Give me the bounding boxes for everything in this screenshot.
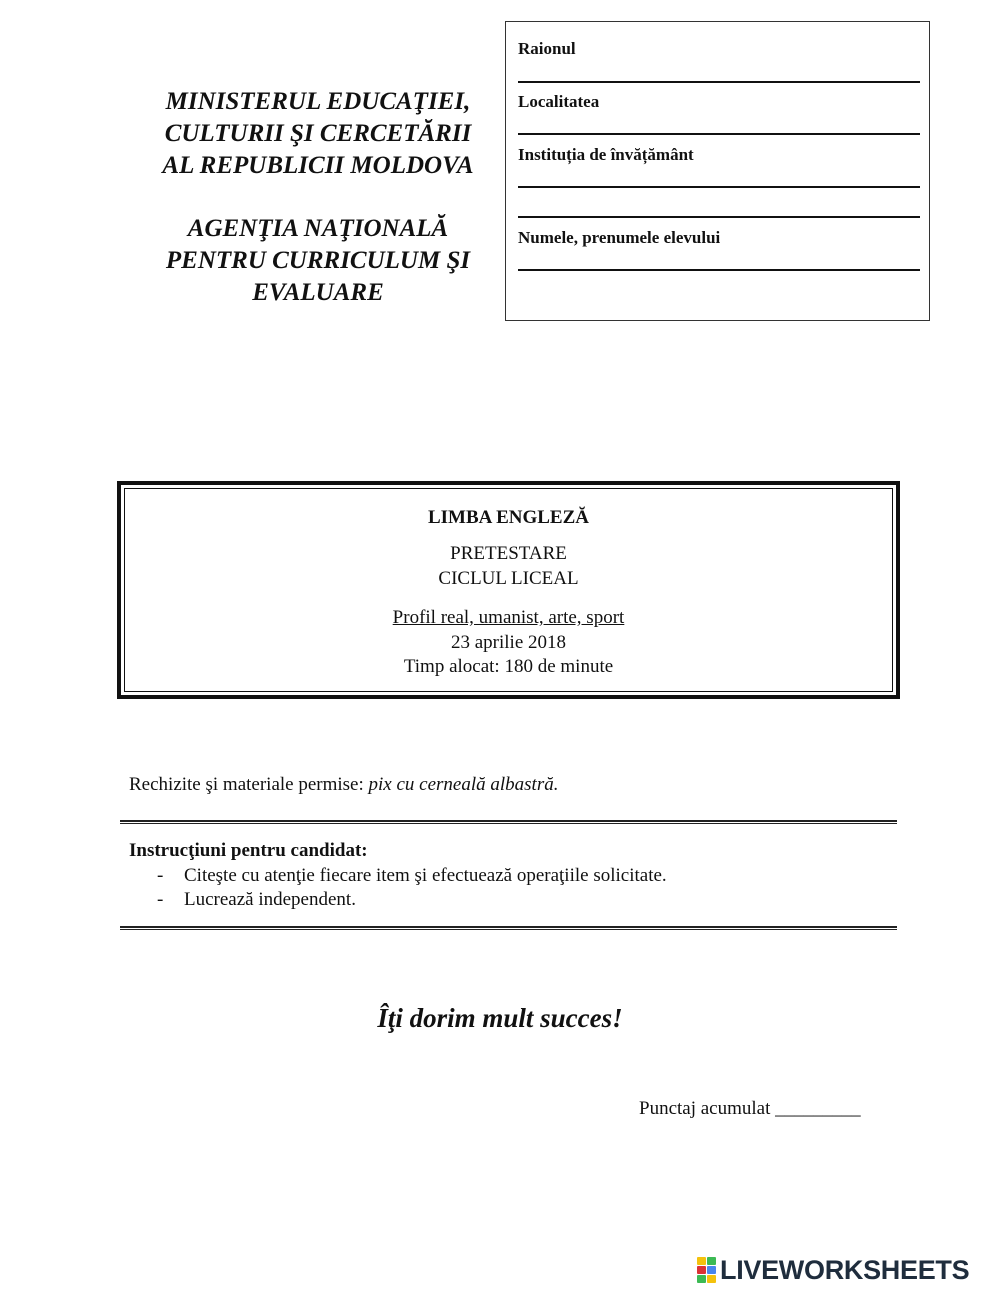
exam-profile <box>125 607 892 629</box>
institution-field-line-2[interactable] <box>518 216 920 218</box>
exam-title-box <box>117 481 900 699</box>
agency-line-1: AGENŢIA NAŢIONALĂ <box>187 215 449 242</box>
materials-value: pix cu cerneală albastră. <box>368 774 559 795</box>
instruction-item: - Citeşte cu atenţie fiecare item şi efectuează operaţiile solicitate. <box>157 865 667 886</box>
ministry-line-1: MINISTERUL EDUCAŢIEI, <box>165 88 471 115</box>
agency-line-2: PENTRU CURRICULUM ŞI <box>165 247 471 274</box>
instructions-title: Instrucţiuni pentru candidat: <box>129 840 368 861</box>
ministry-line-3: AL REPUBLICII MOLDOVA <box>162 152 474 179</box>
locality-field[interactable] <box>518 133 920 135</box>
liveworksheets-logo <box>697 1254 969 1286</box>
good-luck-message: Îţi dorim mult succes! <box>377 1003 623 1033</box>
permitted-materials <box>129 774 558 796</box>
institution-label: Instituția de învățământ <box>518 145 694 164</box>
district-label: Raionul <box>518 39 576 58</box>
institution-field[interactable] <box>518 186 920 188</box>
exam-type: PRETESTARE <box>450 543 567 564</box>
exam-date: 23 aprilie 2018 <box>450 632 567 653</box>
student-info-box <box>505 21 930 321</box>
score-field[interactable]: Punctaj acumulat _________ <box>639 1098 861 1119</box>
instruction-item: - Lucrează independent. <box>157 889 356 910</box>
instruction-item-text: Lucrează independent. <box>184 889 356 910</box>
ministry-line-2: CULTURII ŞI CERCETĂRII <box>164 120 472 147</box>
exam-subject: LIMBA ENGLEZĂ <box>427 507 589 528</box>
exam-time: Timp alocat: 180 de minute <box>403 656 614 677</box>
student-name-label: Numele, prenumele elevului <box>518 228 721 247</box>
logo-grid-icon <box>697 1257 716 1283</box>
instruction-item-text: Citeşte cu atenţie fiecare item şi efectuează operaţiile solicitate. <box>184 865 667 886</box>
materials-label: Rechizite şi materiale permise: <box>129 774 369 795</box>
district-field[interactable] <box>518 81 920 83</box>
student-name-field[interactable] <box>518 269 920 271</box>
locality-label: Localitatea <box>518 92 600 111</box>
exam-cycle: CICLUL LICEAL <box>438 568 579 589</box>
exam-profile-text: Profil real, umanist, arte, sport <box>392 607 625 628</box>
institution-heading <box>140 86 496 309</box>
logo-text: LIVEWORKSHEETS <box>720 1254 970 1285</box>
agency-line-3: EVALUARE <box>252 279 384 306</box>
